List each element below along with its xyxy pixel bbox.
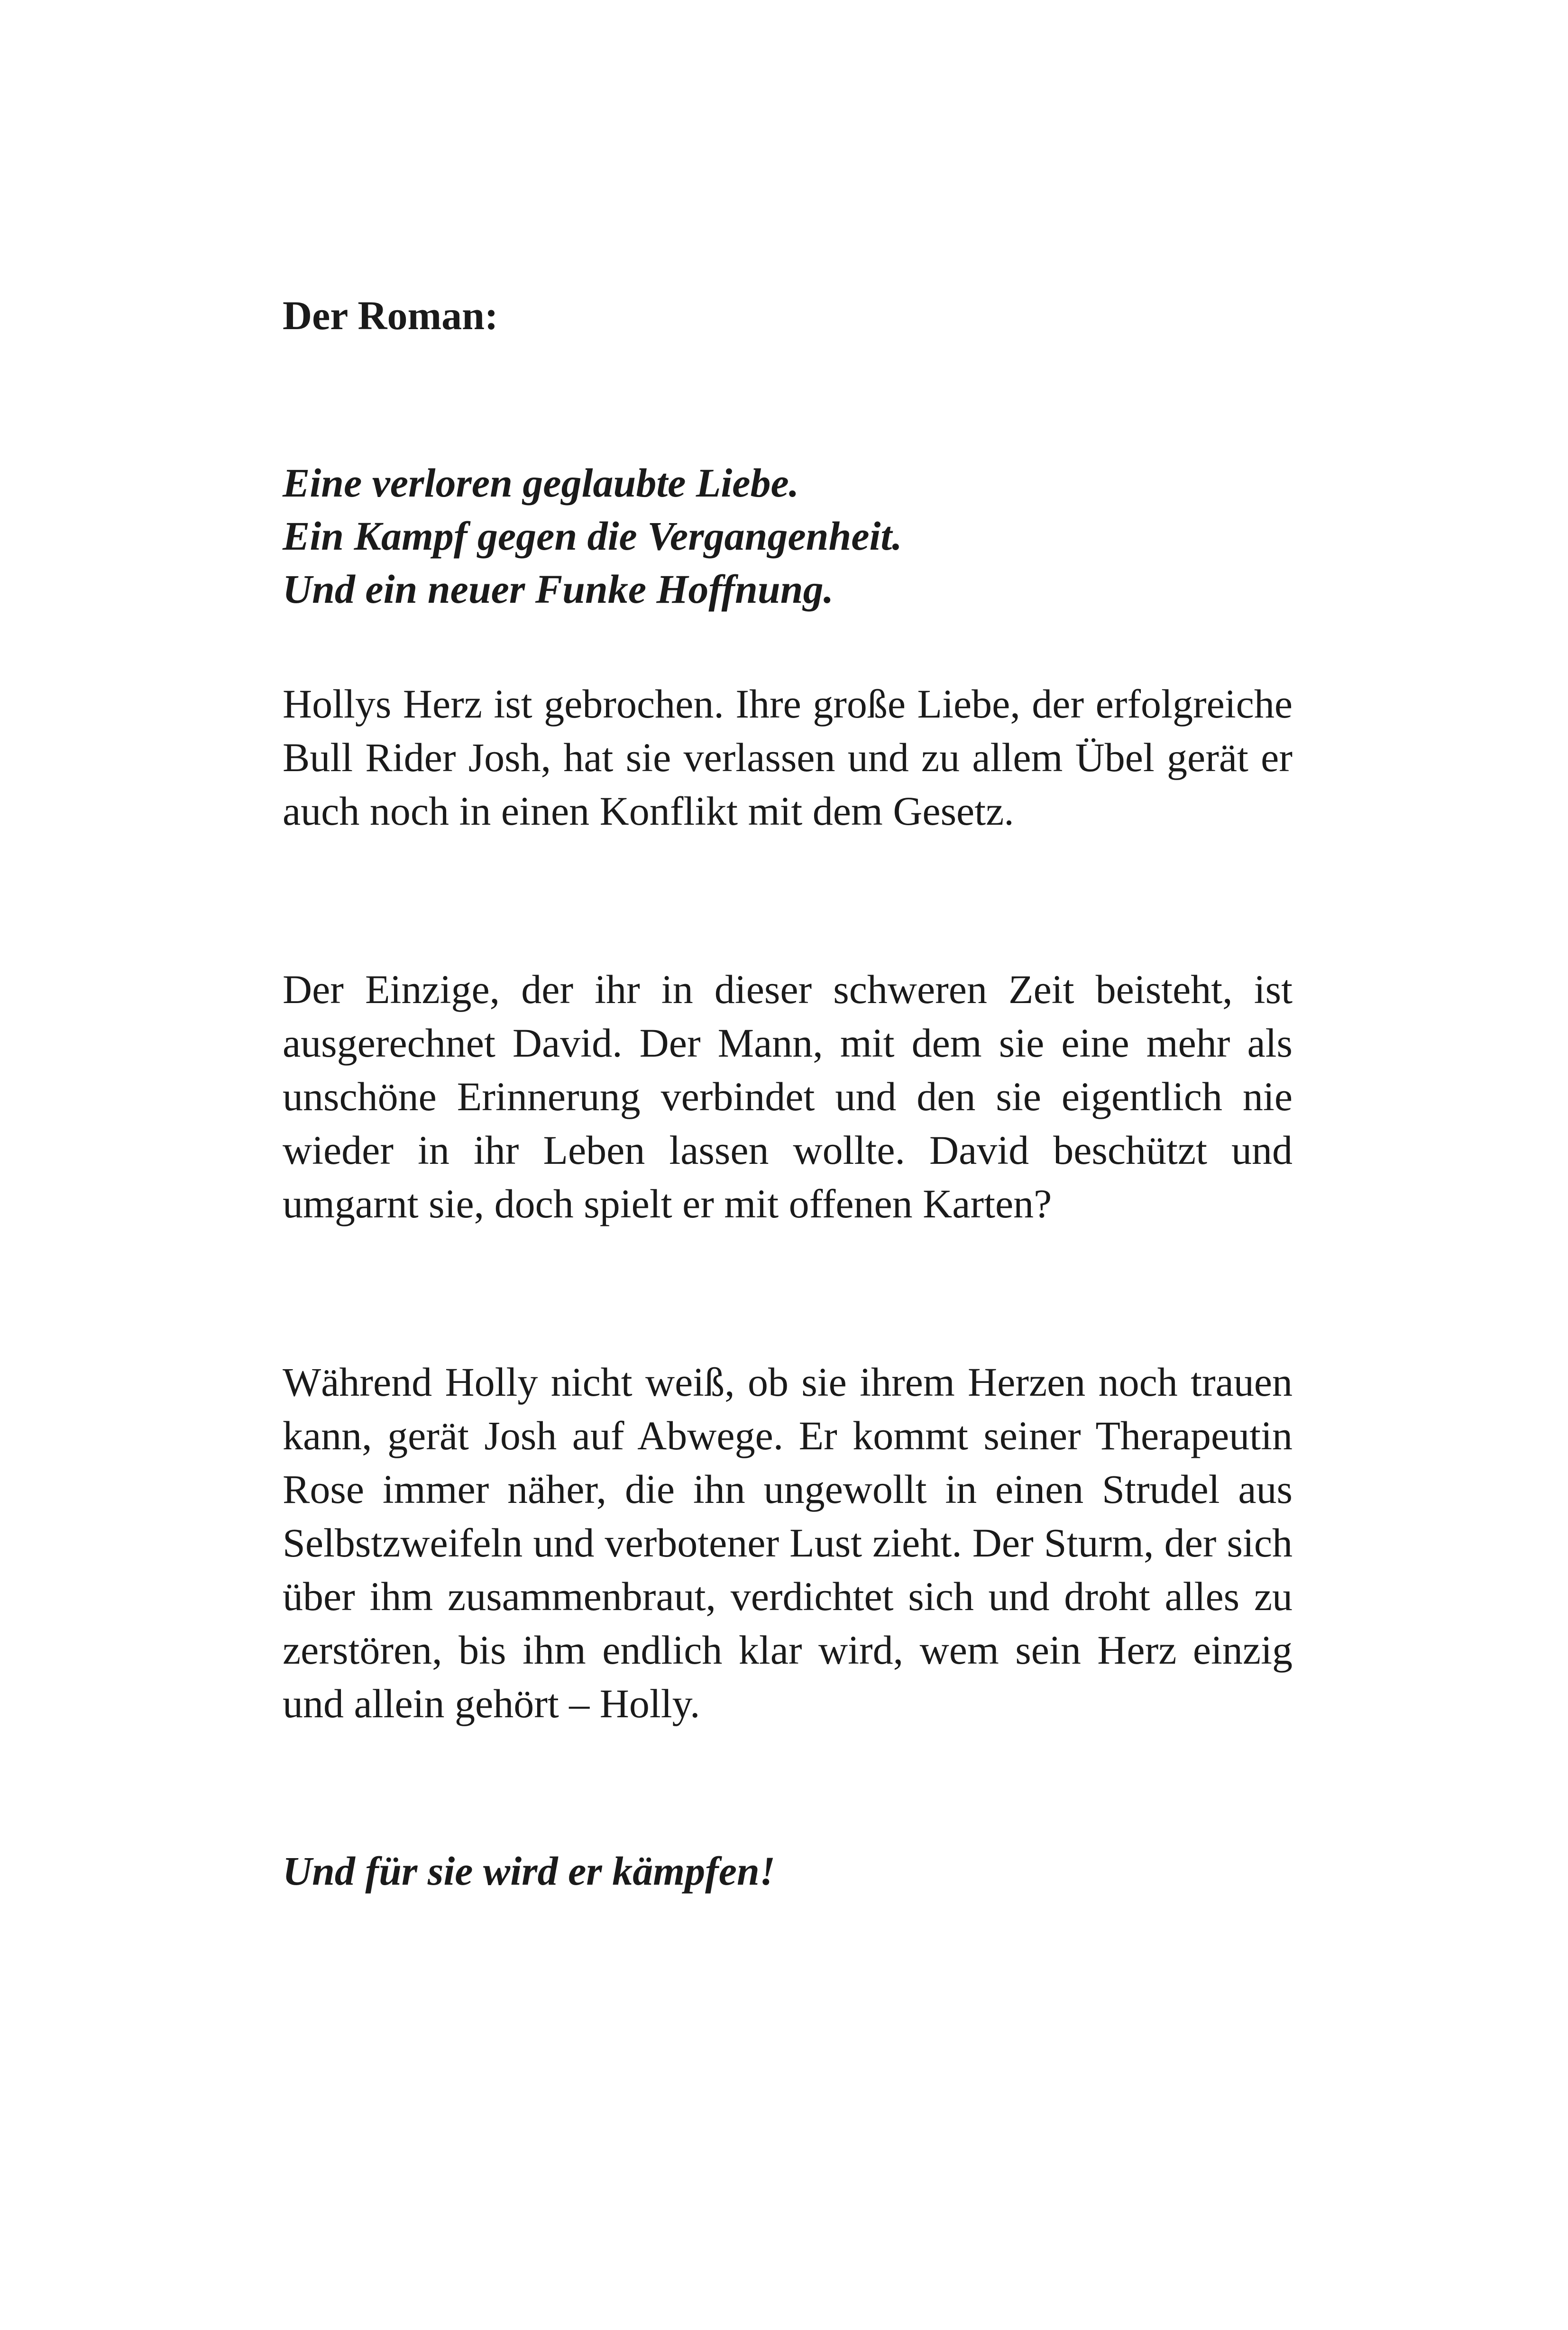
book-page: [283, 0, 1293, 2330]
tagline-line: Ein Kampf gegen die Vergangenheit.: [283, 513, 902, 559]
tagline-line: Eine verloren geglaubte Liebe.: [283, 460, 799, 506]
paragraph: Der Einzige, der ihr in dieser schweren Zeit beisteht, ist ausgerechnet David. Der Mann, mit dem sie eine mehr als unschöne Erinnerung verbindet und den sie eigentlich nie wieder in ihr Leben lassen wollte. David beschützt und umgarnt sie, doch spielt er mit offenen Karten?: [283, 967, 1293, 1226]
paragraph: Hollys Herz ist gebrochen. Ihre große Liebe, der erfolgreiche Bull Rider Josh, hat sie verlassen und zu allem Übel gerät er auch noch in einen Konflikt mit dem Gesetz.: [283, 681, 1293, 834]
section-heading: Der Roman:: [283, 293, 498, 338]
closing-line: Und für sie wird er kämpfen!: [283, 1848, 776, 1894]
tagline-line: Und ein neuer Funke Hoffnung.: [283, 566, 834, 612]
paragraph: Während Holly nicht weiß, ob sie ihrem Herzen noch trauen kann, gerät Josh auf Abwege. Er kommt seiner Therapeutin Rose immer näher, die ihn ungewollt in einen Strudel aus Selbstzweifeln und verbotener Lust zieht. Der Sturm, der sich über ihm zusammenbraut, verdichtet sich und droht alles zu zerstören, bis ihm endlich klar wird, wem sein Herz einzig und allein gehört – Holly.: [283, 1359, 1293, 1726]
tagline: [283, 456, 902, 616]
